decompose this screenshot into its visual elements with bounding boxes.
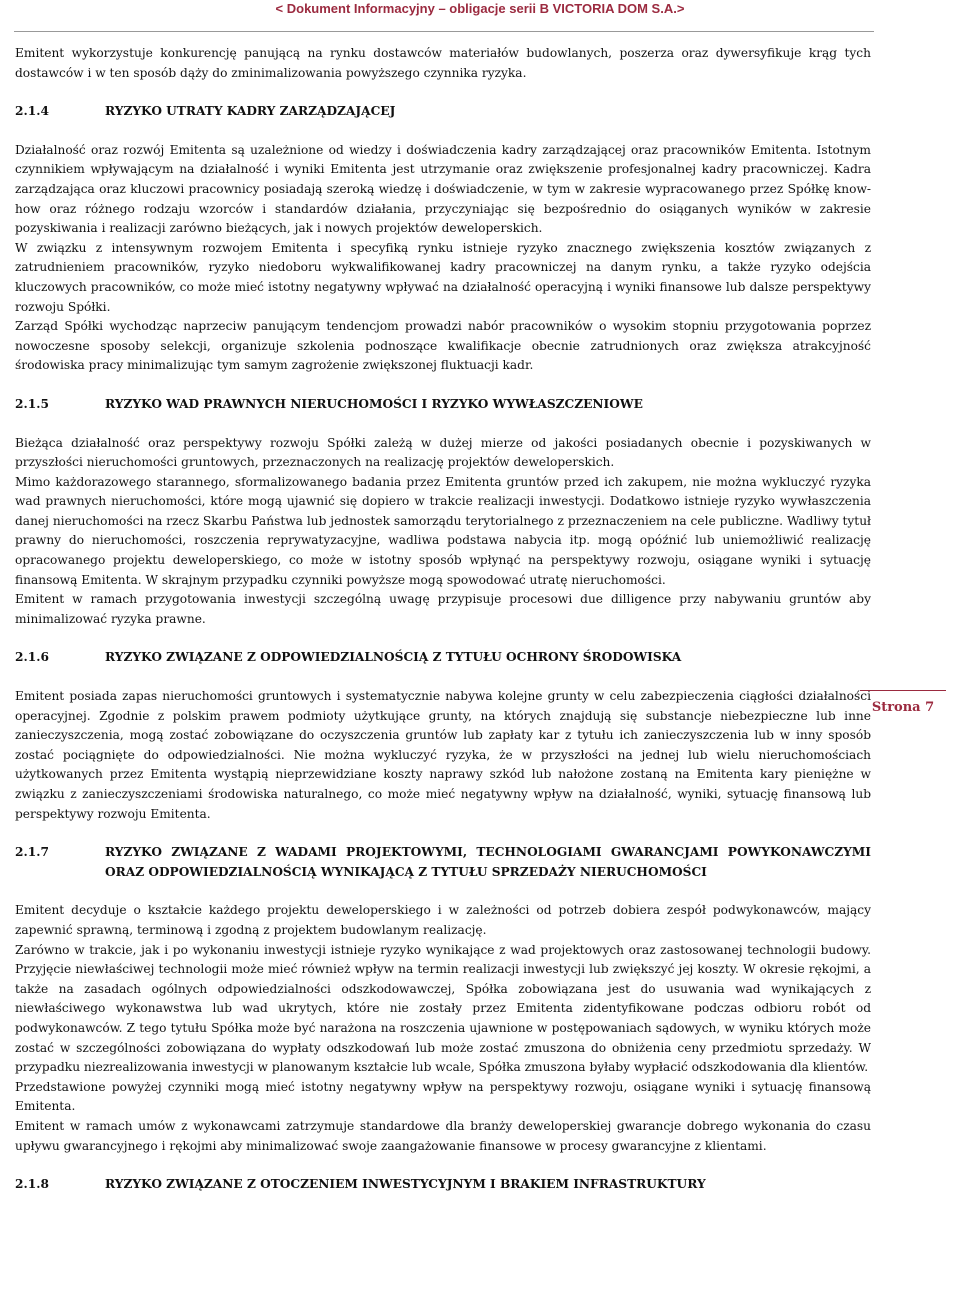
paragraph: Działalność oraz rozwój Emitenta są uzależnione od wiedzy i doświadczenia kadry zarządzającej oraz pracowników Emitenta. Istotnym czynnikiem wpływającym na działalność i wyniki Emitenta jest utrzymanie oraz zwiększenie profesjonalnej kadry pracowniczej. Kadra zarządzająca oraz kluczowi pracownicy posiadają szeroką wiedzę i doświadczenie, w tym w zakresie wypracowanego przez Spółkę know-how oraz różnego rodzaju wzorców i standardów działania, przyczyniając się bezpośrednio do osiąganych wyników w zakresie pozyskiwania i realizacji zarówno bieżących, jak i nowych projektów deweloperskich. — [15, 142, 871, 236]
section-title: RYZYKO ZWIĄZANE Z OTOCZENIEM INWESTYCYJNYM I BRAKIEM INFRASTRUKTURY — [105, 1177, 706, 1192]
paragraph: Przedstawione powyżej czynniki mogą mieć istotny negatywny wpływ na perspektywy rozwoju, osiągane wyniki i sytuację finansową Emitenta. — [15, 1079, 871, 1114]
document-header: < Dokument Informacyjny – obligacje serii B VICTORIA DOM S.A.> — [275, 1, 685, 16]
section-number: 2.1.7 — [15, 845, 49, 860]
paragraph: Mimo każdorazowego starannego, sformalizowanego badania przez Emitenta gruntów przed ich zakupem, nie można wykluczyć ryzyka wad prawnych nieruchomości, które mogą ujawnić się dopiero w trakcie realizacji inwestycji. Dodatkowo istnieje ryzyko wywłaszczenia danej nieruchomości na rzecz Skarbu Państwa lub jednostek samorządu terytorialnego z przeznaczeniem na cele publiczne. Wadliwy tytuł prawny do nieruchomości, roszczenia reprywatyzacyjne, wadliwa podstawa nabycia itp. mogą opóźnić lub uniemożliwić realizację opracowanego projektu deweloperskiego, co może w istotny sposób wpłynąć na perspektywy rozwoju, osiągane wyniki i sytuację finansową Emitenta. W skrajnym przypadku czynniki powyższe mogą spowodować utratę nieruchomości. — [15, 474, 871, 587]
section-title: RYZYKO ZWIĄZANE Z WADAMI PROJEKTOWYMI, TECHNOLOGIAMI GWARANCJAMI POWYKONAWCZYMI ORAZ ODPOWIEDZIALNOŚCIĄ WYNIKAJĄCĄ Z TYTUŁU SPRZEDAŻY NIERUCHOMOŚCI — [105, 845, 871, 879]
section-title: RYZYKO UTRATY KADRY ZARZĄDZAJĄCEJ — [105, 104, 396, 119]
section-heading-2-1-6 — [15, 648, 871, 668]
paragraph: Zarząd Spółki wychodząc naprzeciw panującym tendencjom prowadzi nabór pracowników o wysokim stopniu przygotowania poprzez nowoczesne sposoby selekcji, organizuje szkolenia podnoszące kwalifikacje obecnie zatrudnionych oraz zwiększa atrakcyjność środowiska pracy minimalizując tym samym zagrożenie zwiększonej fluktuacji kadr. — [15, 319, 871, 373]
section-heading-2-1-8 — [15, 1175, 871, 1195]
section-number: 2.1.6 — [15, 650, 49, 665]
paragraph: Emitent w ramach przygotowania inwestycji szczególną uwagę przypisuje procesowi due dilligence przy nabywaniu gruntów aby minimalizować ryzyka prawne. — [15, 592, 871, 626]
section-heading-2-1-7 — [15, 843, 871, 882]
header-divider — [14, 31, 874, 32]
paragraph: Emitent posiada zapas nieruchomości gruntowych i systematycznie nabywa kolejne grunty w celu zabezpieczenia ciągłości działalności operacyjnej. Zgodnie z polskim prawem podmioty użytkujące grunty, na których znajdują się substancje niebezpieczne lub inne zanieczyszczenia, mogą zostać zobowiązane do oczyszczenia gruntów lub zapłaty kar z tytułu ich zanieczyszczenia lub w inny sposób zostać pociągnięte do odpowiedzialności. Nie można wykluczyć ryzyka, że w przyszłości na jednej lub wielu nieruchomościach użytkowanych przez Emitenta wystąpią nieprzewidziane koszty naprawy szkód lub nałożone zostaną na Emitenta kary pieniężne w związku z zanieczyszczeniami środowiska naturalnego, co może mieć negatywny wpływ na działalność, wyniki, sytuację finansową lub perspektywy rozwoju Emitenta. — [15, 689, 871, 821]
page-tag-divider — [860, 690, 946, 691]
document-body — [15, 44, 871, 1195]
section-number: 2.1.4 — [15, 104, 49, 119]
page-number-tag — [860, 694, 946, 715]
section-number: 2.1.5 — [15, 396, 49, 411]
intro-paragraph: Emitent wykorzystuje konkurencję panującą na rynku dostawców materiałów budowlanych, poszerza oraz dywersyfikuje krąg tych dostawców i w ten sposób dąży do zminimalizowania powyższego czynnika ryzyka. — [15, 46, 871, 80]
section-title: RYZYKO WAD PRAWNYCH NIERUCHOMOŚCI I RYZYKO WYWŁASZCZENIOWE — [105, 396, 643, 411]
paragraph: Emitent w ramach umów z wykonawcami zatrzymuje standardowe dla branży deweloperskiej gwarancje dobrego wykonania do czasu upływu gwarancyjnego i rękojmi aby minimalizować swoje zaangażowanie finansowe w procesy gwarancyjne z klientami. — [15, 1118, 871, 1153]
paragraph: Emitent decyduje o kształcie każdego projektu deweloperskiego i w zależności od potrzeb dobiera zespół podwykonawców, mający zapewnić sprawną, terminową i zgodną z projektem budowlanym realizację. — [15, 903, 871, 937]
paragraph: W związku z intensywnym rozwojem Emitenta i specyfiką rynku istnieje ryzyko znacznego zwiększenia kosztów związanych z zatrudnieniem pracowników, ryzyko niedoboru wykwalifikowanej kadry pracowniczej na danym rynku, a także ryzyko odejścia kluczowych pracowników, co może mieć istotny negatywny wpływać na działalność operacyjną i wyniki finansowe lub dalsze perspektywy rozwoju Spółki. — [15, 240, 871, 314]
section-heading-2-1-4 — [15, 102, 871, 122]
section-heading-2-1-5 — [15, 395, 871, 415]
page-number: Strona 7 — [871, 700, 935, 715]
section-number: 2.1.8 — [15, 1177, 49, 1192]
section-title: RYZYKO ZWIĄZANE Z ODPOWIEDZIALNOŚCIĄ Z TYTUŁU OCHRONY ŚRODOWISKA — [105, 650, 682, 665]
paragraph: Bieżąca działalność oraz perspektywy rozwoju Spółki zależą w dużej mierze od jakości posiadanych obecnie i pozyskiwanych w przyszłości nieruchomości gruntowych, przeznaczonych na realizację projektów deweloperskich. — [15, 435, 871, 470]
paragraph: Zarówno w trakcie, jak i po wykonaniu inwestycji istnieje ryzyko wynikające z wad projektowych oraz zastosowanej technologii budowy. Przyjęcie niewłaściwej technologii może mieć również wpływ na termin realizacji inwestycji lub zwiększyć jej koszty. W okresie rękojmi, a także na zasadach ogólnych odpowiedzialności odszkodowawczej, Spółka zobowiązana jest do usuwania wad wynikających z niewłaściwego wykonawstwa lub wad ukrytych, które nie zostały przez Emitenta zidentyfikowane podczas odbioru robót od podwykonawców. Z tego tytułu Spółka może być narażona na roszczenia ujawnione w postępowaniach sądowych, w wyniku których może zostać w szczególności zobowiązana do wypłaty odszkodowań lub może zostać zmuszona do obniżenia ceny przedmiotu sprzedaży. W przypadku niezrealizowania inwestycji w planowanym kształcie lub wcale, Spółka zmuszona byłaby wypłacić odszkodowania dla klientów. — [15, 942, 871, 1075]
